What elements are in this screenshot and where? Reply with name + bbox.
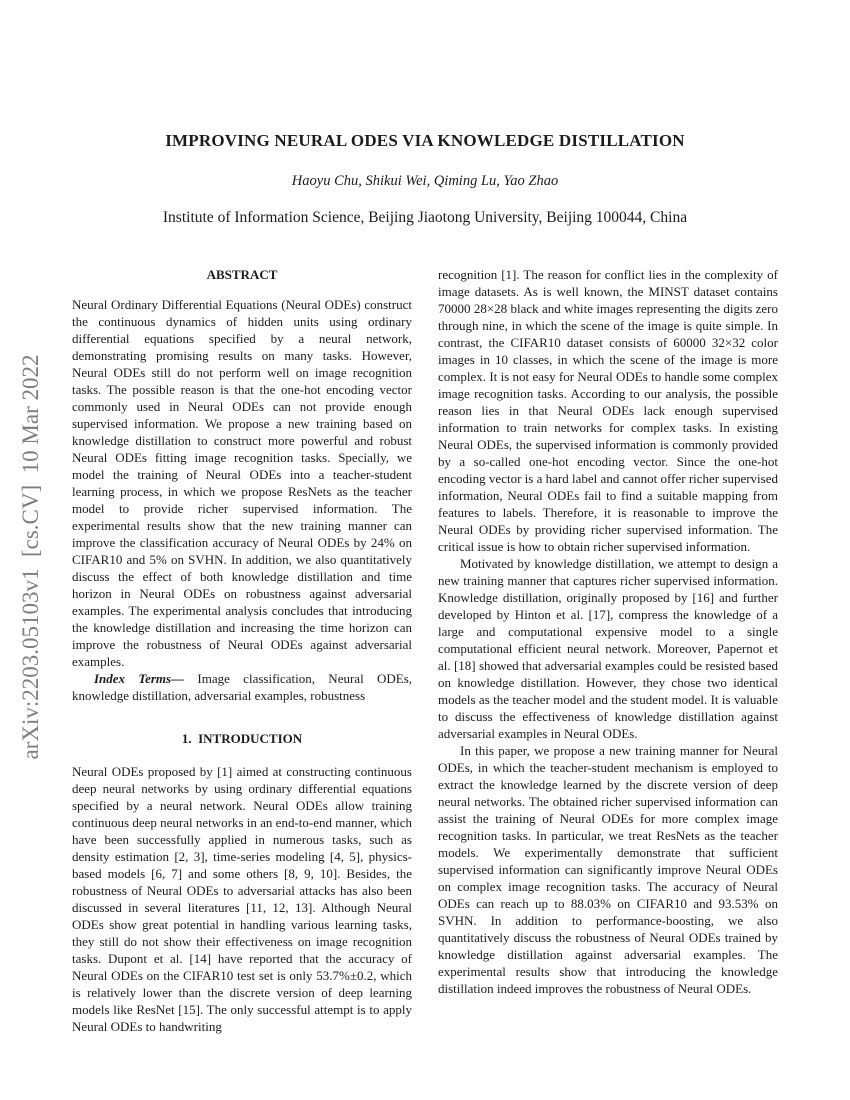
page-title: IMPROVING NEURAL ODES VIA KNOWLEDGE DISTILLATION bbox=[165, 131, 685, 150]
intro-paragraph-motivated: Motivated by knowledge distillation, we attempt to design a new training manner that captures richer supervised information. Knowledge distillation, originally proposed by [16] and further developed by Hinton et al. [17], compress the knowledge of a large and computational expensive model to a single computational efficient neural network. Moreover, Papernot et al. [18] showed that adversarial examples could be resisted based on knowledge distillation. However, they chose two identical models as the teacher model and the student model. It is valuable to discuss the effectiveness of knowledge distillation against adversarial examples in Neural ODEs. bbox=[438, 556, 778, 741]
right-column bbox=[438, 266, 778, 1035]
introduction-heading: 1. INTRODUCTION bbox=[181, 731, 303, 746]
index-terms bbox=[72, 670, 412, 704]
intro-paragraph-left: Neural ODEs proposed by [1] aimed at constructing continuous deep neural networks by using ordinary differential equations specified by a neural network. Neural ODEs allow training continuous deep neural networks in an end-to-end manner, which have been successfully applied in numerous tasks, such as density estimation [2, 3], time-series modeling [4, 5], physics-based models [6, 7] and some others [8, 9, 10]. Besides, the robustness of Neural ODEs to adversarial attacks has also been discussed in several literatures [11, 12, 13]. Although Neural ODEs show great potential in handling various learning tasks, they still do not show their effectiveness on image recognition tasks. Dupont et al. [14] have reported that the accuracy of Neural ODEs on the CIFAR10 test set is only 53.7%±0.2, which is relatively lower than the discrete version of deep learning models like ResNet [15]. The only successful attempt is to apply Neural ODEs to handwriting bbox=[72, 764, 412, 1034]
two-column-body bbox=[72, 266, 778, 1035]
paper-affiliation: Institute of Information Science, Beijing Jiaotong University, Beijing 100044, China bbox=[162, 209, 688, 226]
intro-paragraph-continuation: recognition [1]. The reason for conflict lies in the complexity of image datasets. As is well known, the MINST dataset contains 70000 28×28 black and white images representing the digits zero through nine, in which the scene of the image is quite simple. In contrast, the CIFAR10 dataset consists of 60000 32×32 color images in 10 classes, in which the scene of the image is more complex. It is not easy for Neural ODEs to handle some complex image recognition tasks. According to our analysis, the possible reason lies in that Neural ODEs lack enough supervised information to train networks for complex tasks. In existing Neural ODEs, the supervised information is commonly provided by a so-called one-hot encoding vector. Since the one-hot encoding vector is a hard label and cannot offer richer supervised information, Neural ODEs fail to find a suitable mapping from features to labels. Therefore, it is reasonable to improve the Neural ODEs by providing richer supervised information. The critical issue is how to obtain richer supervised information. bbox=[438, 267, 778, 554]
left-column bbox=[72, 266, 412, 1035]
intro-paragraph-in-this-paper: In this paper, we propose a new training manner for Neural ODEs, in which the teacher-student mechanism is employed to extract the knowledge learned by the discrete version of deep neural networks. The obtained richer supervised information can assist the training of Neural ODEs for more complex image recognition tasks. In particular, we treat ResNets as the teacher models. We experimentally demonstrate that sufficient supervised information can significantly improve Neural ODEs on complex image recognition tasks. The accuracy of Neural ODEs can reach up to 88.03% on CIFAR10 and 93.53% on SVHN. In addition to performance-boosting, we also quantitatively discuss the robustness of Neural ODEs trained by knowledge distillation against adversarial examples. The experimental results show that introducing the knowledge distillation indeed improves the robustness of Neural ODEs. bbox=[438, 743, 778, 996]
abstract-body: Neural Ordinary Differential Equations (Neural ODEs) construct the continuous dynamics of hidden units using ordinary differential equations specified by a neural network, demonstrating promising results on many tasks. However, Neural ODEs still do not perform well on image recognition tasks. The possible reason is that the one-hot encoding vector commonly used in Neural ODEs can not provide enough supervised information. We propose a new training based on knowledge distillation to construct more powerful and robust Neural ODEs fitting image recognition tasks. Specially, we model the training of Neural ODEs into a teacher-student learning process, in which we propose ResNets as the teacher model to provide richer supervised information. The experimental results show that the new training manner can improve the classification accuracy of Neural ODEs by 24% on CIFAR10 and 5% on SVHN. In addition, we also quantitatively discuss the effect of both knowledge distillation and time horizon in Neural ODEs on robustness against adversarial examples. The experimental analysis concludes that introducing the knowledge distillation and increasing the time horizon can improve the robustness of Neural ODEs against adversarial examples. bbox=[72, 297, 412, 669]
index-terms-text: Image classification, Neural ODEs, knowledge distillation, adversarial examples, robustness bbox=[72, 671, 413, 703]
arxiv-watermark: arXiv:2203.05103v1 [cs.CV] 10 Mar 2022 bbox=[18, 354, 43, 760]
index-terms-label: Index Terms— bbox=[94, 671, 185, 686]
paper-authors: Haoyu Chu, Shikui Wei, Qiming Lu, Yao Zhao bbox=[291, 173, 559, 189]
abstract-heading: ABSTRACT bbox=[206, 267, 278, 282]
